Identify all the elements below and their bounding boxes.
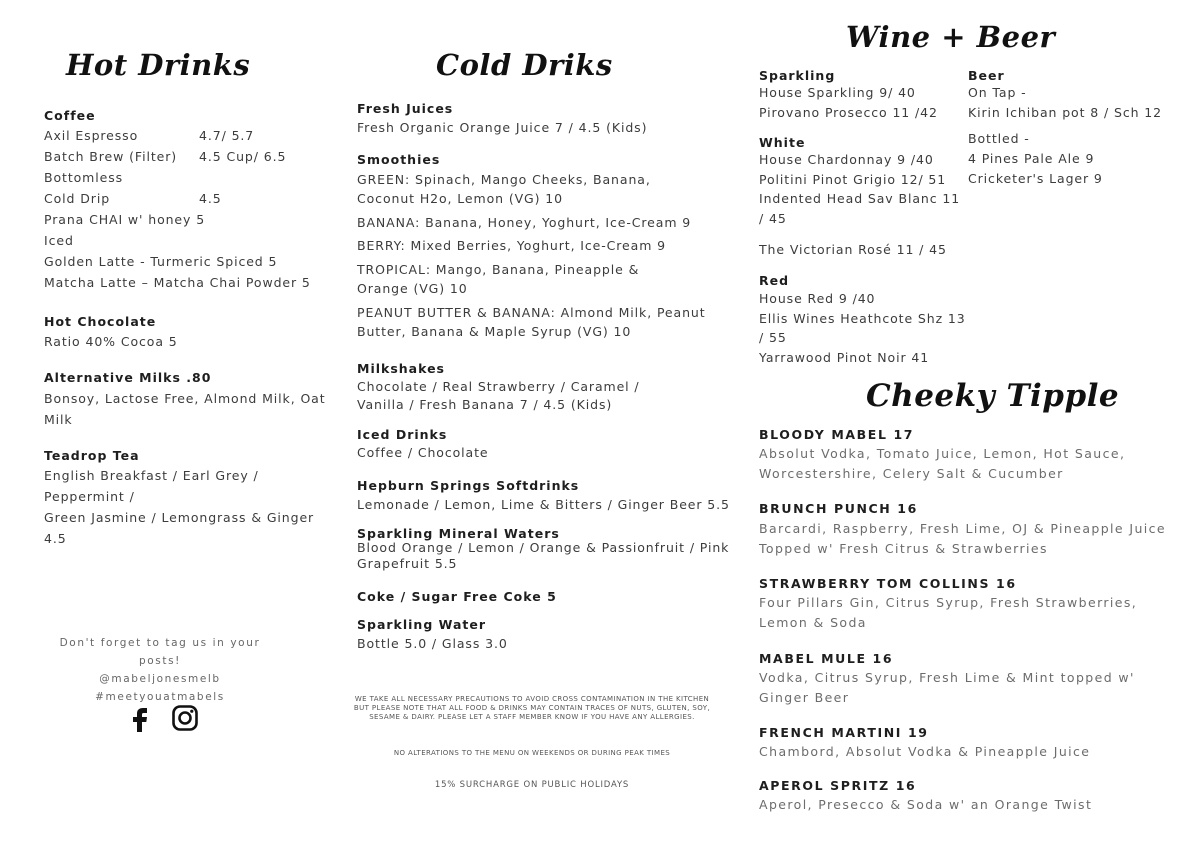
wine-item: Yarrawood Pinot Noir 41 — [759, 349, 930, 365]
wine-item: House Red 9 /40 — [759, 291, 876, 306]
tea-line: English Breakfast / Earl Grey / — [44, 468, 259, 483]
coffee-item — [44, 125, 334, 146]
juices-heading: Fresh Juices — [357, 101, 454, 116]
iced-line: Coffee / Chocolate — [357, 445, 489, 460]
wine-beer-title: Wine + Beer — [846, 20, 1056, 54]
coffee-item-price: 4.5 Cup/ 6.5 — [199, 149, 287, 164]
cocktail-name: FRENCH MARTINI 19 — [759, 725, 929, 740]
cheeky-tipple-title: Cheeky Tipple — [866, 378, 1120, 414]
juices-line: Fresh Organic Orange Juice 7 / 4.5 (Kids) — [357, 120, 648, 135]
hot-drink-line: Iced — [44, 233, 74, 248]
rose-line: The Victorian Rosé 11 / 45 — [759, 242, 947, 257]
coffee-list — [44, 125, 334, 293]
hepburn-line: Lemonade / Lemon, Lime & Bitters / Ginger Beer 5.5 — [357, 497, 730, 512]
red-list — [759, 289, 967, 367]
coffee-item — [44, 146, 334, 167]
wine-item: House Sparkling 9/ 40 — [759, 85, 916, 100]
bottled-label: Bottled - — [968, 131, 1030, 146]
coffee-item — [44, 188, 334, 209]
smoothies-heading: Smoothies — [357, 152, 441, 167]
hot-drink-line: Golden Latte - Turmeric Spiced 5 — [44, 254, 278, 269]
social-hashtag[interactable]: #meetyouatmabels — [95, 691, 225, 703]
cocktail-name: MABEL MULE 16 — [759, 651, 894, 666]
mineral-heading: Sparkling Mineral Waters — [357, 526, 560, 541]
wine-item: Pirovano Prosecco 11 /42 — [759, 105, 938, 120]
water-heading: Sparkling Water — [357, 617, 487, 632]
social-line: Don't forget to tag us in your posts! — [59, 637, 261, 667]
cocktail-name: APEROL SPRITZ 16 — [759, 778, 917, 793]
alterations-notice: NO ALTERATIONS TO THE MENU ON WEEKENDS OR DURING PEAK TIMES — [393, 749, 671, 757]
smoothie-item: BERRY: Mixed Berries, Yoghurt, Ice-Cream 9 — [357, 238, 667, 253]
tea-line: Peppermint / — [44, 489, 135, 504]
cocktail-desc: Absolut Vodka, Tomato Juice, Lemon, Hot Sauce, Worcestershire, Celery Salt & Cucumber — [759, 446, 1126, 481]
cold-drinks-title: Cold Driks — [436, 48, 613, 82]
coffee-item — [44, 167, 334, 188]
tea-heading: Teadrop Tea — [44, 448, 140, 463]
cocktail-name: BRUNCH PUNCH 16 — [759, 501, 918, 516]
sparkling-heading: Sparkling — [759, 68, 836, 83]
smoothie-item: TROPICAL: Mango, Banana, Pineapple & Orange (VG) 10 — [357, 262, 640, 296]
facebook-icon[interactable] — [128, 704, 152, 732]
coffee-item-name: Cold Drip — [44, 191, 111, 206]
beer-item: Kirin Ichiban pot 8 / Sch 12 — [968, 105, 1162, 120]
smoothie-item: BANANA: Banana, Honey, Yoghurt, Ice-Cream 9 — [357, 215, 692, 230]
alt-milks-heading: Alternative Milks .80 — [44, 370, 212, 385]
cocktail-desc: Four Pillars Gin, Citrus Syrup, Fresh Strawberries, Lemon & Soda — [759, 595, 1138, 630]
cocktail-desc: Vodka, Citrus Syrup, Fresh Lime & Mint topped w' Ginger Beer — [759, 670, 1135, 705]
beer-list — [968, 83, 1162, 189]
milkshakes-line: Chocolate / Real Strawberry / Caramel / Vanilla / Fresh Banana 7 / 4.5 (Kids) — [357, 379, 640, 412]
wine-item: House Chardonnay 9 /40 — [759, 152, 934, 167]
beer-heading: Beer — [968, 68, 1005, 83]
coke-heading: Coke / Sugar Free Coke 5 — [357, 589, 557, 604]
coffee-item-name: Axil Espresso — [44, 128, 139, 143]
surcharge-notice: 15% SURCHARGE ON PUBLIC HOLIDAYS — [434, 780, 630, 790]
iced-heading: Iced Drinks — [357, 427, 448, 442]
on-tap-label: On Tap - — [968, 85, 1027, 100]
hot-chocolate-line: Ratio 40% Cocoa 5 — [44, 334, 178, 349]
milkshakes-heading: Milkshakes — [357, 361, 445, 376]
smoothie-item: PEANUT BUTTER & BANANA: Almond Milk, Peanut Butter, Banana & Maple Syrup (VG) 10 — [357, 305, 706, 339]
tea-line: Green Jasmine / Lemongrass & Ginger — [44, 510, 315, 525]
hot-drink-line: Prana CHAI w' honey 5 — [44, 212, 206, 227]
hot-drinks-title: Hot Drinks — [66, 48, 251, 82]
cocktail-name: BLOODY MABEL 17 — [759, 427, 915, 442]
instagram-icon[interactable] — [171, 704, 199, 732]
coffee-item-name: Bottomless — [44, 170, 124, 185]
social-block — [40, 634, 280, 706]
wine-item: Ellis Wines Heathcote Shz 13 / 55 — [759, 310, 966, 345]
white-list — [759, 150, 967, 228]
water-line: Bottle 5.0 / Glass 3.0 — [357, 636, 508, 651]
red-heading: Red — [759, 273, 790, 288]
tea-list — [44, 465, 314, 549]
cocktail-name: STRAWBERRY TOM COLLINS 16 — [759, 576, 1017, 591]
allergy-notice: WE TAKE ALL NECESSARY PRECAUTIONS TO AVOID CROSS CONTAMINATION IN THE KITCHEN BUT PLEASE NOTE THAT ALL FOOD & DRINKS MAY CONTAIN TRACES OF NUTS, GLUTEN, SOY, SESAME & DAIRY. PLEASE LET A STAFF MEMBER KNOW IF YOU HAVE ANY ALLERGIES. — [353, 695, 711, 721]
coffee-item-price: 4.5 — [199, 191, 222, 206]
cocktail-desc: Aperol, Presecco & Soda w' an Orange Twist — [759, 797, 1093, 812]
white-heading: White — [759, 135, 806, 150]
smoothie-item: GREEN: Spinach, Mango Cheeks, Banana, Coconut H2o, Lemon (VG) 10 — [357, 172, 651, 206]
beer-item: Cricketer's Lager 9 — [968, 171, 1103, 186]
hot-drink-line: Matcha Latte – Matcha Chai Powder 5 — [44, 275, 311, 290]
coffee-heading: Coffee — [44, 108, 96, 123]
sparkling-list — [759, 83, 938, 123]
beer-item: 4 Pines Pale Ale 9 — [968, 151, 1095, 166]
hepburn-heading: Hepburn Springs Softdrinks — [357, 478, 580, 493]
coffee-item-price: 4.7/ 5.7 — [199, 128, 255, 143]
social-handle[interactable]: @mabeljonesmelb — [99, 673, 221, 685]
coffee-item-name: Batch Brew (Filter) — [44, 149, 178, 164]
hot-chocolate-heading: Hot Chocolate — [44, 314, 157, 329]
cocktail-desc: Barcardi, Raspberry, Fresh Lime, OJ & Pineapple Juice Topped w' Fresh Citrus & Strawberries — [759, 521, 1167, 556]
tea-line: 4.5 — [44, 531, 67, 546]
mineral-line: Blood Orange / Lemon / Orange & Passionfruit / Pink Grapefruit 5.5 — [357, 540, 730, 571]
wine-item: Indented Head Sav Blanc 11 / 45 — [759, 191, 961, 226]
cocktail-desc: Chambord, Absolut Vodka & Pineapple Juice — [759, 744, 1091, 759]
alt-milks-line: Bonsoy, Lactose Free, Almond Milk, Oat Milk — [44, 391, 326, 427]
wine-item: Politini Pinot Grigio 12/ 51 — [759, 171, 947, 187]
